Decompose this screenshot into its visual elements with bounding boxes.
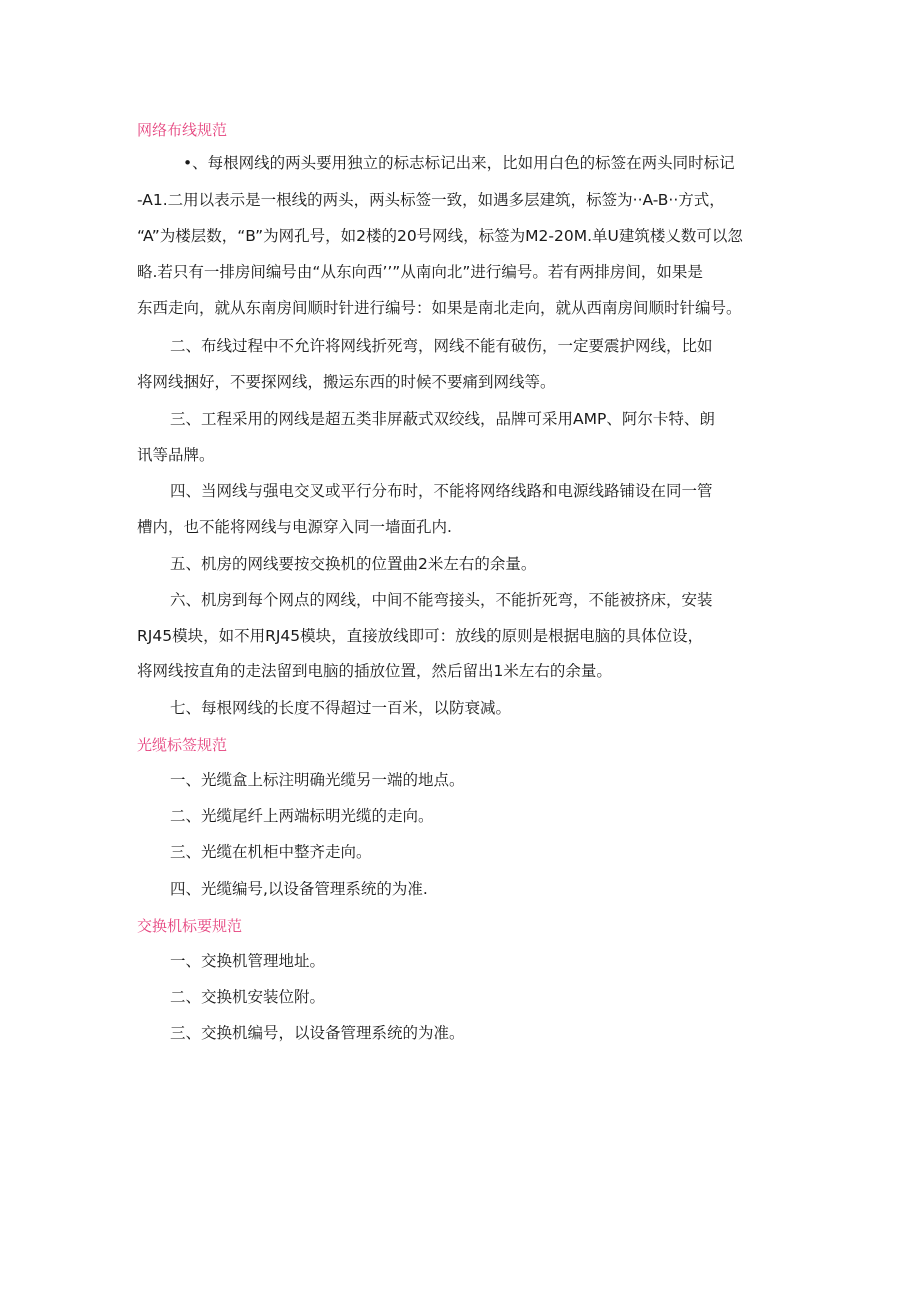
paragraph-line: 将网线捆好，不要探网线，搬运东西的时候不要痛到网线等。 [137,373,556,391]
paragraph-line: 五、机房的网线要按交换机的位置曲2米左右的余量。 [170,555,537,573]
paragraph-line: 将网线按直角的走法留到电脑的插放位置，然后留出1米左右的余量。 [137,662,612,680]
paragraph-line: 四、当网线与强电交叉或平行分布时，不能将网络线路和电源线路铺设在同一管 [170,482,713,500]
paragraph-line: 三、光缆在机柜中整齐走向。 [170,843,372,861]
section-heading-network-cabling: 网络布线规范 [137,121,228,139]
paragraph-line: 讯等品牌。 [137,446,215,464]
paragraph-line: 二、交换机安装位附。 [170,988,326,1006]
paragraph-line: 一、光缆盒上标注明确光缆另一端的地点。 [170,771,465,789]
section-heading-fiber-label: 光缆标签规范 [137,736,228,754]
paragraph-line: 一、交换机管理地址。 [170,952,326,970]
paragraph-line: 略.若只有一排房间编号由“从东向西’’”从南向北”进行编号。若有两排房间，如果是 [137,263,703,281]
paragraph-line: •、每根网线的两头要用独立的标志标记出来，比如用白色的标签在两头同时标记 [183,154,735,172]
paragraph-line: RJ45模块，如不用RJ45模块，直接放线即可：放线的原则是根据电脑的具体位设， [137,627,704,645]
paragraph-line: 三、工程采用的网线是超五类非屏蔽式双绞线，品牌可采用AMP、阿尔卡特、朗 [170,410,715,428]
paragraph-line: “A”为楼层数，“B”为网孔号，如2楼的20号网线，标签为M2-20M.单U建筑楼乂数可以忽 [137,227,743,245]
paragraph-line: 四、光缆编号,以设备管理系统的为准. [170,880,428,898]
section-heading-switch-label: 交换机标要规范 [137,917,243,935]
paragraph-line: 七、每根网线的长度不得超过一百米，以防衰减。 [170,699,512,717]
paragraph-line: 东西走向，就从东南房间顺时针进行编号：如果是南北走向，就从西南房间顺时针编号。 [137,299,742,317]
paragraph-line: -A1.二用以表示是一根线的两头，两头标签一致，如遇多层建筑，标签为··A-B··方式， [137,191,725,209]
paragraph-line: 二、布线过程中不允许将网线折死弯，网线不能有破伤，一定要震护网线，比如 [170,337,713,355]
paragraph-line: 二、光缆尾纤上两端标明光缆的走向。 [170,807,434,825]
paragraph-line: 槽内，也不能将网线与电源穿入同一墙面孔内. [137,518,452,536]
paragraph-line: 六、机房到每个网点的网线，中间不能弯接头，不能折死弯，不能被挤床，安装 [170,591,713,609]
paragraph-line: 三、交换机编号，以设备管理系统的为准。 [170,1024,465,1042]
